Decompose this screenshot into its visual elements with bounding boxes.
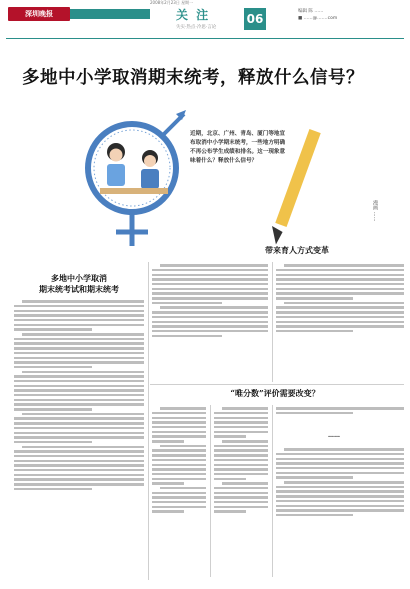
column-rule	[272, 405, 273, 577]
column-rule	[210, 405, 211, 577]
article-column-right-bottom-intro	[276, 405, 404, 425]
illustration-credit: 漫画 ……	[372, 200, 378, 222]
section-head-middle: “唯分数”评价需要改变？	[230, 388, 320, 398]
section-title: 关 注	[176, 8, 211, 22]
section-block	[176, 6, 238, 36]
editor-info	[298, 8, 337, 22]
editor-line: 编辑 陈 ……	[298, 9, 324, 14]
column-rule	[272, 262, 273, 382]
section-subtitle: 失实·热点·冷思·言论	[176, 25, 217, 30]
headline: 多地中小学取消期末统考，释放什么信号？	[22, 68, 364, 88]
masthead-bar	[70, 9, 150, 19]
illustration-caption: 近期，北京、广州、青岛、厦门等地宣布取消中小学期末统考，一些地方明确不再公布学生成绩和排名。这一现象意味着什么？释放什么信号？	[190, 131, 286, 164]
article-column-left	[14, 298, 144, 578]
student-boy	[141, 150, 159, 189]
article-column-mid-bottom-a	[152, 405, 206, 577]
page-number: 06	[244, 8, 266, 30]
section-head-right-top: 带来育人方式变革	[265, 245, 329, 255]
desk	[100, 188, 168, 194]
student-girl	[107, 143, 125, 186]
editor-email: ■ ……@…….com	[298, 16, 338, 21]
date-line: 2008年2月23日 星期一	[150, 0, 194, 5]
column-rule	[148, 262, 149, 580]
section-head-small: ……	[328, 432, 340, 439]
section-rule	[150, 384, 404, 385]
article-column-mid-bottom-b	[214, 405, 268, 577]
article-column-right-top	[276, 262, 404, 382]
article-column-right-bottom	[276, 446, 404, 576]
section-head-left: 多地中小学取消 期末统考试和期末统考	[39, 273, 119, 294]
top-rule	[6, 38, 404, 39]
article-column-mid-top	[152, 262, 268, 382]
newspaper-logo: 深圳晚报	[8, 7, 70, 21]
